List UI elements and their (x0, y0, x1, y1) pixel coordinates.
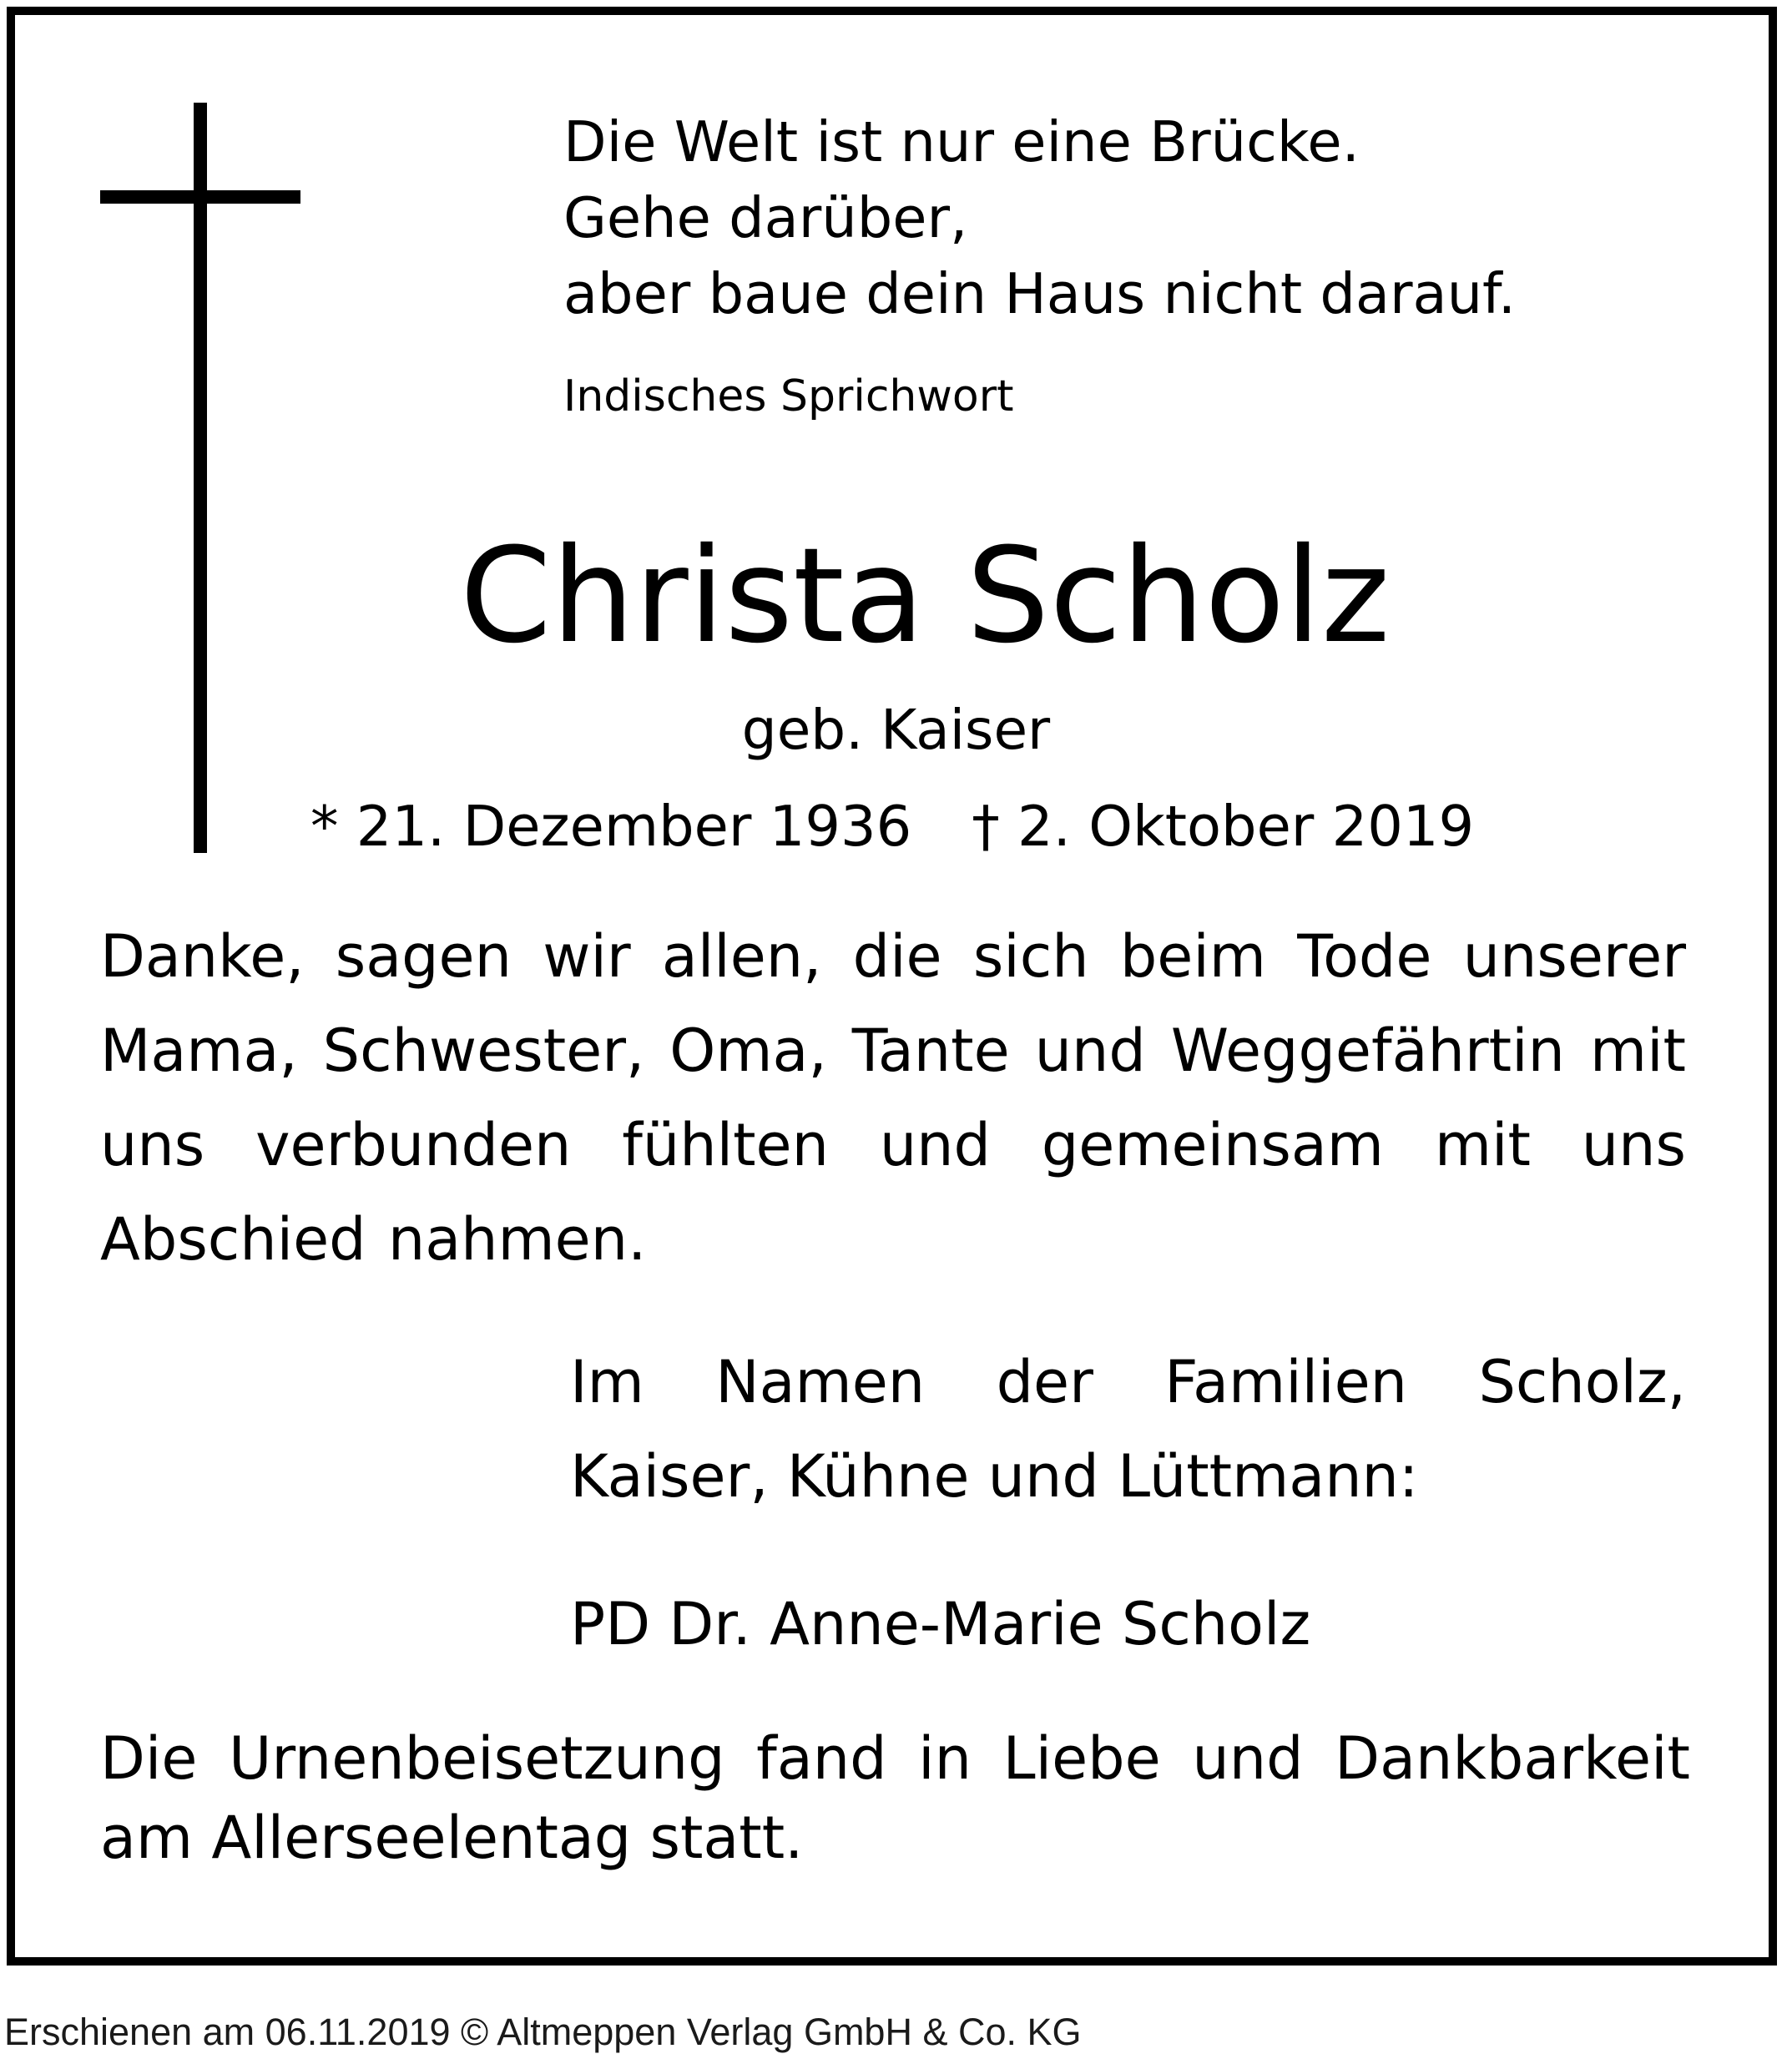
thanks-paragraph: Danke, sagen wir allen, die sich beim Tode unserer Mama, Schwester, Oma, Tante und Weggefährtin mit uns verbunden fühlten und gemeinsam mit uns Abschied nahmen. (100, 922, 1686, 1274)
cross-horizontal-bar (100, 190, 300, 204)
burial-paragraph: Die Urnenbeisetzung fand in Liebe und Dankbarkeit am Allerseelentag statt. (100, 1724, 1690, 1872)
motto-line: Die Welt ist nur eine Brücke. (563, 109, 1360, 174)
signer-name: PD Dr. Anne-Marie Scholz (570, 1590, 1311, 1658)
motto-line: Gehe darüber, (563, 185, 968, 250)
birth-date: * 21. Dezember 1936 (310, 794, 912, 859)
publication-footer: Erschienen am 06.11.2019 © Altmeppen Verlag GmbH & Co. KG (4, 2011, 1082, 2053)
maiden-name: geb. Kaiser (741, 698, 1051, 762)
motto-line: aber baue dein Haus nicht darauf. (563, 261, 1517, 326)
deceased-name: Christa Scholz (460, 520, 1391, 673)
motto-quote (563, 104, 1516, 332)
death-date: † 2. Oktober 2019 (972, 794, 1475, 859)
family-paragraph: Im Namen der Familien Scholz, Kaiser, Kühne und Lüttmann: (570, 1348, 1686, 1511)
life-dates (310, 789, 1474, 864)
motto-source: Indisches Sprichwort (563, 371, 1014, 421)
